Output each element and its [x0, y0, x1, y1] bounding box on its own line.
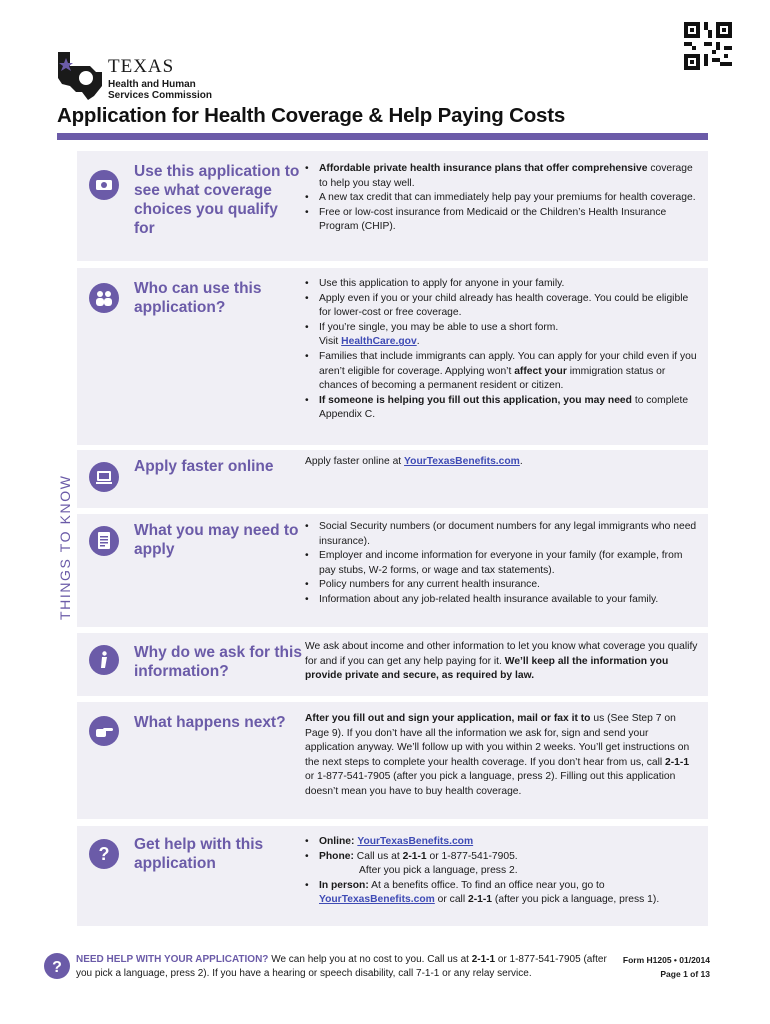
section-heading: Get help with this application — [134, 836, 264, 872]
title-divider — [57, 133, 708, 140]
page-title: Application for Health Coverage & Help Paying Costs — [57, 104, 566, 127]
qr-code-icon — [684, 22, 732, 70]
form-identifier: Form H1205 • 01/2014 Page 1 of 13 — [622, 955, 710, 979]
footer-help-text: NEED HELP WITH YOUR APPLICATION? We can help you at no cost to you. Call us at 2-1-1 or 1-877-541-7905 (after you pick a language, press 2). If you have a hearing or speech disability, call 7-1-1 or any relay service. — [76, 954, 607, 979]
list-item: • Affordable private health insurance plans that offer comprehensive coverage to help you stay well. — [305, 162, 700, 191]
your-texas-benefits-link[interactable]: YourTexasBenefits.com — [404, 456, 520, 467]
list-item: • Information about any job-related health insurance available to your family. — [305, 593, 700, 608]
list-item: • Apply even if you or your child already has health coverage. You could be eligible for lower-cost or free coverage. — [305, 292, 700, 321]
section-content — [305, 162, 700, 235]
section-heading: What you may need to apply — [134, 522, 299, 558]
list-item: • A new tax credit that can immediately help pay your premiums for health coverage. — [305, 191, 700, 206]
money-icon — [89, 170, 119, 200]
section-heading: Apply faster online — [134, 458, 274, 475]
section-heading: Use this application to see what coverage choices you qualify for — [134, 163, 300, 237]
section-coverage-choices — [77, 151, 708, 261]
page-number: Page 1 of 13 — [660, 969, 710, 979]
list-item: • Free or low-cost insurance from Medicaid or the Children’s Health Insurance Program (CHIP). — [305, 206, 700, 235]
section-content: After you fill out and sign your application, mail or fax it to us (See Step 7 on Page 9). If you don’t have all the information we ask for, sign and send your application anyway. We’ll follow up with you within 2 weeks. You’ll get instructions on the next steps to complete your health coverage. If you don’t hear from us, call 2-1-1 or 1-877-541-7905 (after you pick a language, press 2). Filling out this application doesn’t mean you have to buy health coverage. — [305, 713, 690, 797]
section-heading: Why do we ask for this information? — [134, 644, 302, 680]
your-texas-benefits-link[interactable]: YourTexasBenefits.com — [357, 836, 474, 847]
section-what-you-need — [77, 514, 708, 627]
section-apply-online — [77, 450, 708, 508]
list-item: • Use this application to apply for anyone in your family. — [305, 277, 700, 292]
svg-text:?: ? — [98, 844, 110, 864]
section-what-happens-next — [77, 702, 708, 819]
section-content: Apply faster online at YourTexasBenefits.com. — [305, 456, 523, 467]
list-item: • Social Security numbers (or document numbers for any legal immigrants who need insurance). — [305, 520, 700, 549]
pointing-hand-icon — [89, 716, 119, 746]
info-icon — [89, 645, 119, 675]
healthcare-gov-link[interactable]: HealthCare.gov — [341, 336, 417, 348]
list-item: • In person: At a benefits office. To find an office near you, go to YourTexasBenefits.com or call 2-1-1 (after you pick a language, press 1). — [305, 879, 700, 908]
question-icon — [89, 839, 119, 869]
section-content — [305, 835, 700, 908]
computer-icon — [89, 462, 119, 492]
logo-subtitle: Health and Human Services Commission — [108, 79, 212, 101]
section-heading: What happens next? — [134, 714, 286, 731]
document-icon — [89, 526, 119, 556]
question-icon — [44, 953, 70, 979]
texas-map-icon — [56, 50, 106, 102]
section-who-can-use — [77, 268, 708, 445]
list-item: • Online: YourTexasBenefits.com — [305, 835, 700, 850]
your-texas-benefits-link[interactable]: YourTexasBenefits.com — [319, 894, 435, 906]
list-item: • Phone: Call us at 2-1-1 or 1-877-541-7905. After you pick a language, press 2. — [305, 850, 700, 879]
side-label: THINGS TO KNOW — [57, 474, 73, 620]
section-content — [305, 520, 700, 608]
section-heading: Who can use this application? — [134, 280, 262, 316]
svg-text:?: ? — [52, 959, 62, 976]
section-content: We ask about income and other information to let you know what coverage you qualify for and if you can get any help paying for it. We’ll keep all the information you provide private and secure, as required by law. — [305, 641, 698, 682]
hhsc-logo — [56, 50, 212, 102]
list-item: • Employer and income information for everyone in your family (for example, from pay stubs, W-2 forms, or wage and tax statements). — [305, 549, 700, 578]
section-why-we-ask — [77, 633, 708, 696]
people-icon — [89, 283, 119, 313]
list-item: • If someone is helping you fill out this application, you may need to complete Appendix C. — [305, 394, 700, 423]
logo-texas: TEXAS — [108, 56, 175, 77]
section-get-help — [77, 826, 708, 926]
list-item: • Families that include immigrants can apply. You can apply for your child even if you aren’t eligible for coverage. Applying won’t affect your immigration status or chances of becoming a permanent resident or citizen. — [305, 350, 700, 394]
list-item: • Policy numbers for any current health insurance. — [305, 578, 700, 593]
list-item: • If you’re single, you may be able to use a short form. Visit HealthCare.gov. — [305, 321, 700, 350]
section-content — [305, 277, 700, 423]
